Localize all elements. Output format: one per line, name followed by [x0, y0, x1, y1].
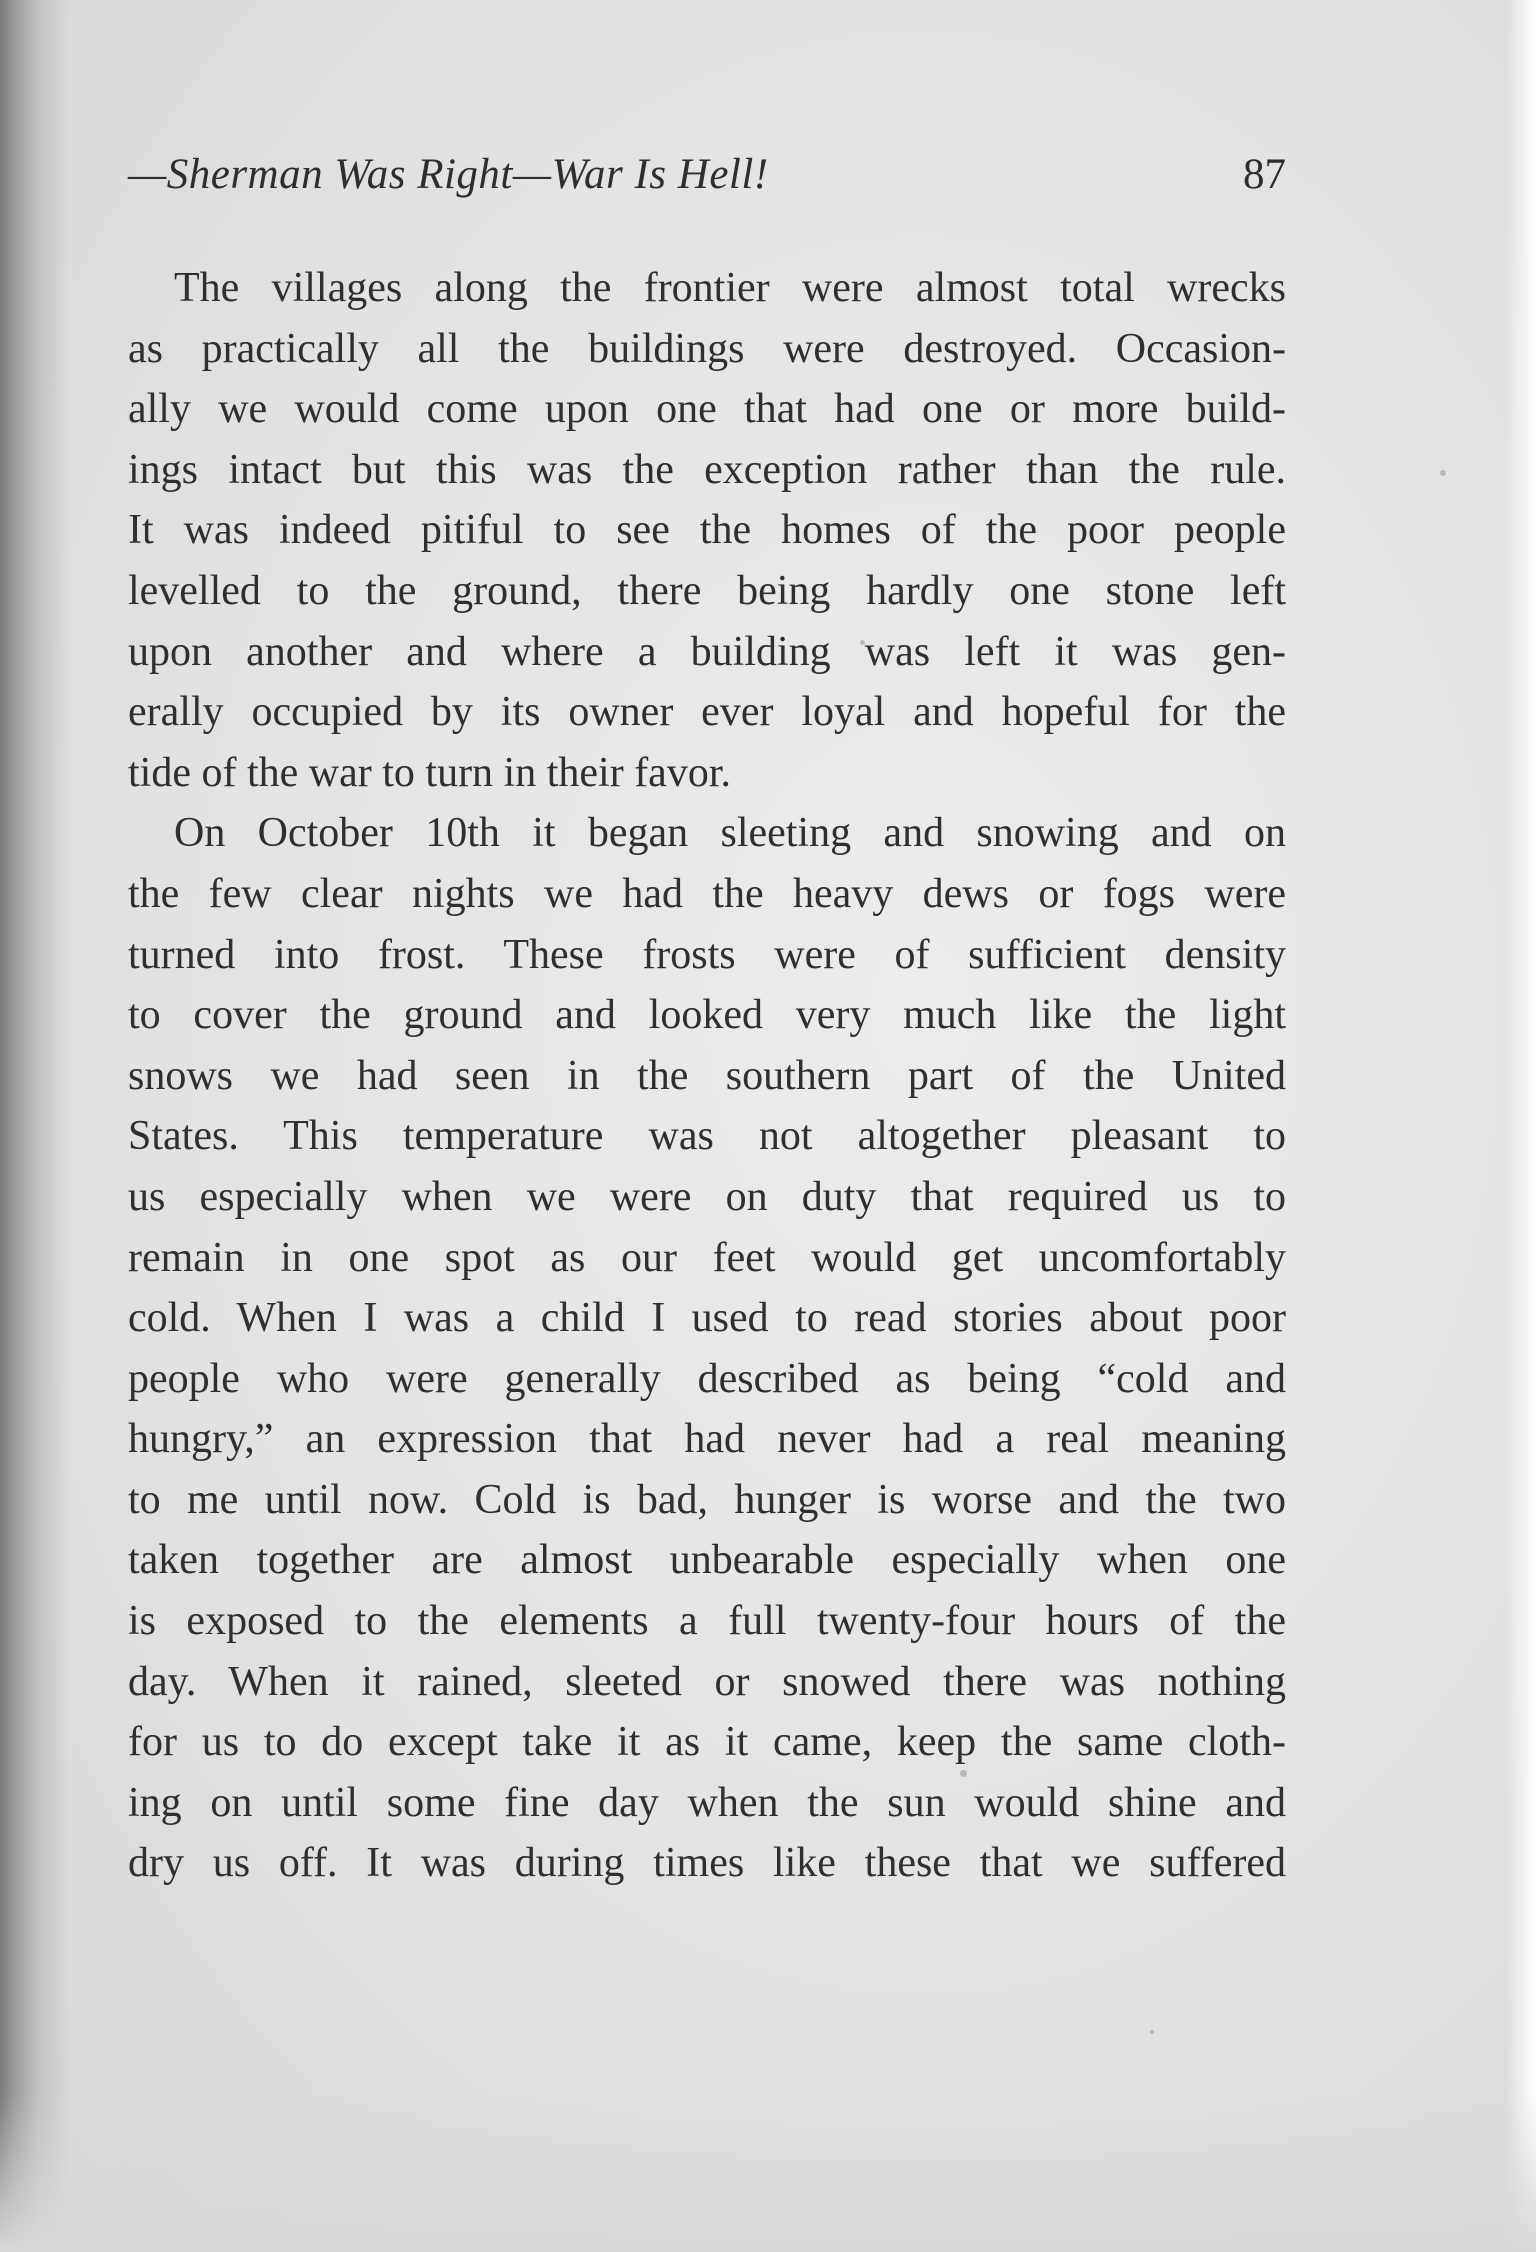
text-line: snows we had seen in the southern part of the United [128, 1052, 1286, 1099]
paper-speck [1440, 470, 1446, 476]
page-bottom-shading [0, 2092, 1536, 2252]
running-head [128, 150, 1286, 220]
text-line: remain in one spot as our feet would get uncomfortably [128, 1234, 1286, 1281]
text-line: to me until now. Cold is bad, hunger is worse and the two [128, 1476, 1286, 1523]
text-line: tide of the war to turn in their favor. [128, 749, 731, 796]
text-line: day. When it rained, sleeted or snowed there was nothing [128, 1658, 1286, 1705]
text-line: upon another and where a building was left it was gen- [128, 628, 1286, 675]
text-line: hungry,” an expression that had never had a real meaning [128, 1416, 1286, 1463]
text-line: people who were generally described as being “cold and [128, 1355, 1286, 1402]
text-line: The villages along the frontier were almost total wrecks [174, 265, 1286, 311]
running-title: —Sherman Was Right—War Is Hell! [128, 151, 769, 198]
text-line: ings intact but this was the exception rather than the rule. [128, 446, 1286, 493]
text-line: to cover the ground and looked very much like the light [128, 992, 1286, 1039]
text-line: is exposed to the elements a full twenty-four hours of the [128, 1598, 1286, 1645]
text-line: cold. When I was a child I used to read stories about poor [128, 1295, 1286, 1342]
text-line: as practically all the buildings were destroyed. Occasion- [128, 325, 1286, 372]
paper-speck [1150, 2030, 1154, 2034]
text-line: ing on until some fine day when the sun would shine and [128, 1779, 1286, 1826]
text-line: us especially when we were on duty that required us to [128, 1173, 1286, 1220]
page-number: 87 [1243, 151, 1286, 198]
text-line: turned into frost. These frosts were of sufficient density [128, 931, 1286, 978]
text-line: taken together are almost unbearable especially when one [128, 1537, 1286, 1584]
text-line: It was indeed pitiful to see the homes of the poor people [128, 507, 1286, 554]
binding-shadow [0, 0, 70, 2252]
page-edge [1506, 0, 1536, 2252]
text-line: for us to do except take it as it came, keep the same cloth- [128, 1719, 1286, 1766]
text-line: ally we would come upon one that had one or more build- [128, 386, 1286, 433]
text-line: On October 10th it began sleeting and snowing and on [174, 810, 1286, 857]
paragraph-2 [128, 803, 1286, 1894]
text-line: erally occupied by its owner ever loyal and hopeful for the [128, 689, 1286, 736]
body-text [128, 258, 1286, 1894]
paragraph-1 [128, 258, 1286, 803]
text-line: levelled to the ground, there being hardly one stone left [128, 567, 1286, 614]
text-line: the few clear nights we had the heavy dews or fogs were [128, 870, 1286, 917]
text-line: dry us off. It was during times like these that we suffered [128, 1840, 1286, 1887]
text-line: States. This temperature was not altogether pleasant to [128, 1113, 1286, 1160]
